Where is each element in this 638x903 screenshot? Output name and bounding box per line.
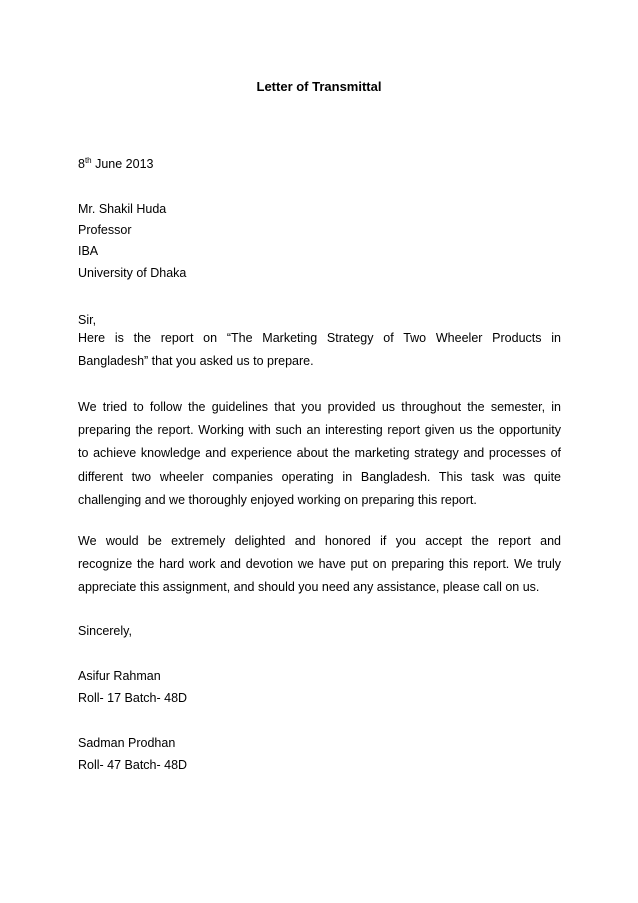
signatory-name: Sadman Prodhan	[78, 736, 176, 750]
paragraph-closing-remarks	[78, 530, 561, 600]
date-day: 8	[78, 157, 85, 171]
paragraph-line: different two wheeler companies operating in Bangladesh. This task was quite	[78, 469, 561, 484]
recipient-position: Professor	[78, 223, 132, 237]
closing: Sincerely,	[78, 624, 132, 638]
date-rest: June 2013	[91, 157, 154, 171]
document-title: Letter of Transmittal	[256, 79, 382, 94]
signatory-name: Asifur Rahman	[78, 669, 161, 683]
letter-date	[78, 156, 153, 172]
paragraph-line: to achieve knowledge and experience about the marketing strategy and processes of	[78, 446, 561, 461]
date-suffix: th	[84, 156, 92, 165]
paragraph-line: challenging and we thoroughly enjoyed working on preparing this report.	[78, 492, 477, 507]
paragraph-line: We tried to follow the guidelines that you provided us throughout the semester, in	[78, 400, 561, 414]
signatory-roll: Roll- 17 Batch- 48D	[78, 691, 188, 705]
recipient-department: IBA	[78, 244, 99, 258]
signatory-roll: Roll- 47 Batch- 48D	[78, 758, 188, 772]
recipient-institution: University of Dhaka	[78, 266, 187, 280]
paragraph-intro	[78, 327, 561, 373]
paragraph-line: We would be extremely delighted and honored if you accept the report and	[78, 534, 561, 548]
paragraph-line: Bangladesh” that you asked us to prepare.	[78, 354, 314, 369]
paragraph-body	[78, 396, 561, 512]
paragraph-line: appreciate this assignment, and should you need any assistance, please call on us.	[78, 580, 540, 595]
recipient-name: Mr. Shakil Huda	[78, 202, 167, 216]
paragraph-line: Here is the report on “The Marketing Strategy of Two Wheeler Products in	[78, 331, 561, 345]
salutation: Sir,	[78, 313, 97, 327]
paragraph-line: preparing the report. Working with such an interesting report given us the opportunity	[78, 423, 561, 438]
paragraph-line: recognize the hard work and devotion we have put on preparing this report. We truly	[78, 557, 561, 572]
